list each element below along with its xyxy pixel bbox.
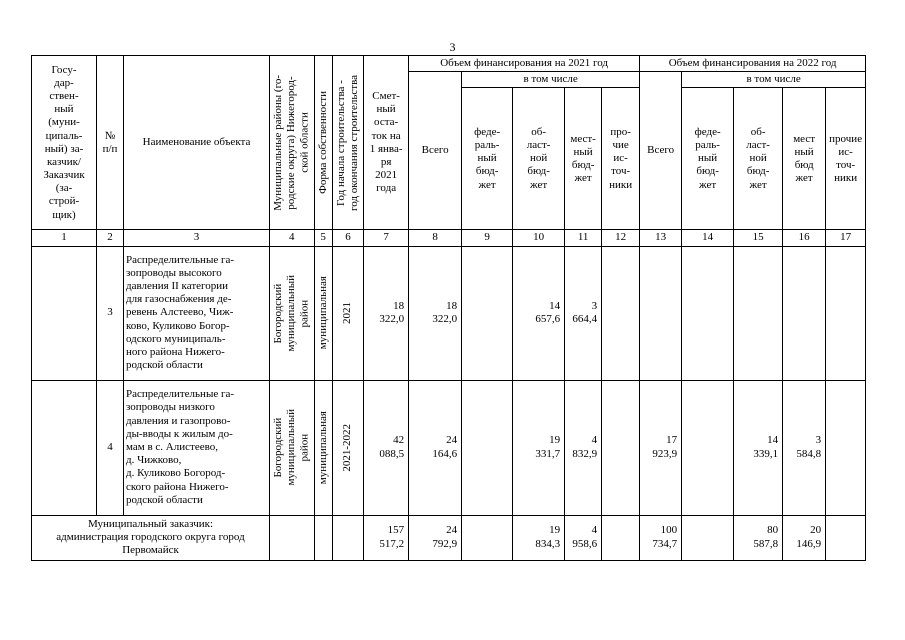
header-total-2022: Всего (640, 72, 682, 230)
col-number: 14 (682, 230, 734, 246)
col-number: 16 (783, 230, 826, 246)
summary-other-2021 (602, 515, 640, 560)
row-local-2021: 3 664,4 (565, 246, 602, 380)
row-total-2021: 24 164,6 (409, 380, 462, 515)
row-total-2022 (640, 246, 682, 380)
header-fin-2022: Объем финансирования на 2022 год (640, 56, 866, 72)
summary-row (32, 515, 866, 560)
header-ownership-text: Форма собственности (316, 91, 329, 195)
row-regional-2022: 14 339,1 (734, 380, 783, 515)
header-other-2021: про- чие ис- точ- ники (602, 88, 640, 230)
summary-empty (314, 515, 332, 560)
header-num: № п/п (97, 56, 124, 230)
row-other-2022 (826, 380, 866, 515)
row-total-2022: 17 923,9 (640, 380, 682, 515)
summary-federal-2022 (682, 515, 734, 560)
row-local-2022: 3 584,8 (783, 380, 826, 515)
row-object-name: Распределительные га- зопроводы низкого давления и газопрово- ды-вводы к жилым до- мам в с. Алистеево, д. Чижково, д. Куликово Богород- ского района Нижего- родской области (124, 380, 270, 515)
header-district (270, 56, 315, 230)
col-number: 4 (270, 230, 315, 246)
row-total-2021: 18 322,0 (409, 246, 462, 380)
row-years: 2021-2022 (341, 423, 354, 472)
header-including-2022: в том числе (682, 72, 866, 88)
row-other-2021 (602, 246, 640, 380)
col-number: 13 (640, 230, 682, 246)
column-number-row (32, 230, 866, 246)
row-other-2021 (602, 380, 640, 515)
header-row-1 (32, 56, 866, 72)
header-federal-2021: федe- раль- ный бюд- жет (462, 88, 513, 230)
financing-table (31, 55, 866, 561)
row-local-2021: 4 832,9 (565, 380, 602, 515)
summary-regional-2022: 80 587,8 (734, 515, 783, 560)
header-federal-2022: феде- раль- ный бюд- жет (682, 88, 734, 230)
header-ownership (314, 56, 332, 230)
header-local-2021: мест- ный бюд- жет (565, 88, 602, 230)
summary-total-2021: 24 792,9 (409, 515, 462, 560)
col-number: 9 (462, 230, 513, 246)
row-federal-2022 (682, 380, 734, 515)
summary-balance: 157 517,2 (364, 515, 409, 560)
row-object-name: Распределительные га- зопроводы высокого давления II категории для газоснабжения де- ревень Алстеево, Чиж- ково, Куликово Богор- одского муниципаль- ного района Нижего- родской области (124, 246, 270, 380)
row-district: Богородский муниципальный район (272, 274, 311, 352)
row-federal-2021 (462, 380, 513, 515)
header-other-2022: прочие ис- точ- ники (826, 88, 866, 230)
summary-federal-2021 (462, 515, 513, 560)
header-customer: Госу- дар- ствен- ный (муни- ципаль- ный) за- казчик/ Заказчик (за- строй- щик) (32, 56, 97, 230)
col-number: 6 (332, 230, 363, 246)
summary-label: Муниципальный заказчик: администрация городского округа город Первомайск (32, 515, 270, 560)
col-number: 17 (826, 230, 866, 246)
row-customer-cell (32, 380, 97, 515)
summary-total-2022: 100 734,7 (640, 515, 682, 560)
row-balance: 42 088,5 (364, 380, 409, 515)
row-district-cell (270, 246, 315, 380)
col-number: 3 (124, 230, 270, 246)
row-num: 4 (97, 380, 124, 515)
row-ownership-cell (314, 380, 332, 515)
row-district-cell (270, 380, 315, 515)
col-number: 5 (314, 230, 332, 246)
header-regional-2021: об- ласт- ной бюд- жет (513, 88, 565, 230)
col-number: 10 (513, 230, 565, 246)
header-including-2021: в том числе (462, 72, 640, 88)
summary-other-2022 (826, 515, 866, 560)
header-local-2022: мест ный бюд жет (783, 88, 826, 230)
row-years: 2021 (341, 302, 354, 325)
page-number: 3 (449, 40, 456, 54)
table-row (32, 246, 866, 380)
col-number: 7 (364, 230, 409, 246)
summary-local-2022: 20 146,9 (783, 515, 826, 560)
col-number: 2 (97, 230, 124, 246)
row-balance: 18 322,0 (364, 246, 409, 380)
header-years (332, 56, 363, 230)
row-num: 3 (97, 246, 124, 380)
header-years-text: Год начала строительства - год окончания строительства (334, 74, 360, 211)
row-regional-2021: 14 657,6 (513, 246, 565, 380)
summary-empty (270, 515, 315, 560)
table-row (32, 380, 866, 515)
summary-empty (332, 515, 363, 560)
row-ownership-cell (314, 246, 332, 380)
col-number: 1 (32, 230, 97, 246)
row-district: Богородский муниципальный район (272, 409, 311, 486)
col-number: 11 (565, 230, 602, 246)
row-ownership: муниципальная (316, 410, 329, 485)
col-number: 12 (602, 230, 640, 246)
summary-local-2021: 4 958,6 (565, 515, 602, 560)
header-total-2021: Всего (409, 72, 462, 230)
header-regional-2022: об- ласт- ной бюд- жет (734, 88, 783, 230)
row-local-2022 (783, 246, 826, 380)
row-years-cell (332, 380, 363, 515)
row-regional-2021: 19 331,7 (513, 380, 565, 515)
col-number: 15 (734, 230, 783, 246)
row-other-2022 (826, 246, 866, 380)
header-balance: Смет- ный оста- ток на 1 янва- ря 2021 года (364, 56, 409, 230)
row-customer-cell (32, 246, 97, 380)
header-district-text: Муниципальные районы (го- родские округа) Нижегород- ской области (272, 74, 311, 211)
summary-regional-2021: 19 834,3 (513, 515, 565, 560)
col-number: 8 (409, 230, 462, 246)
header-fin-2021: Объем финансирования на 2021 год (409, 56, 640, 72)
row-ownership: муниципальная (316, 276, 329, 350)
row-regional-2022 (734, 246, 783, 380)
row-federal-2021 (462, 246, 513, 380)
header-object-name: Наименование объекта (124, 56, 270, 230)
row-years-cell (332, 246, 363, 380)
row-federal-2022 (682, 246, 734, 380)
